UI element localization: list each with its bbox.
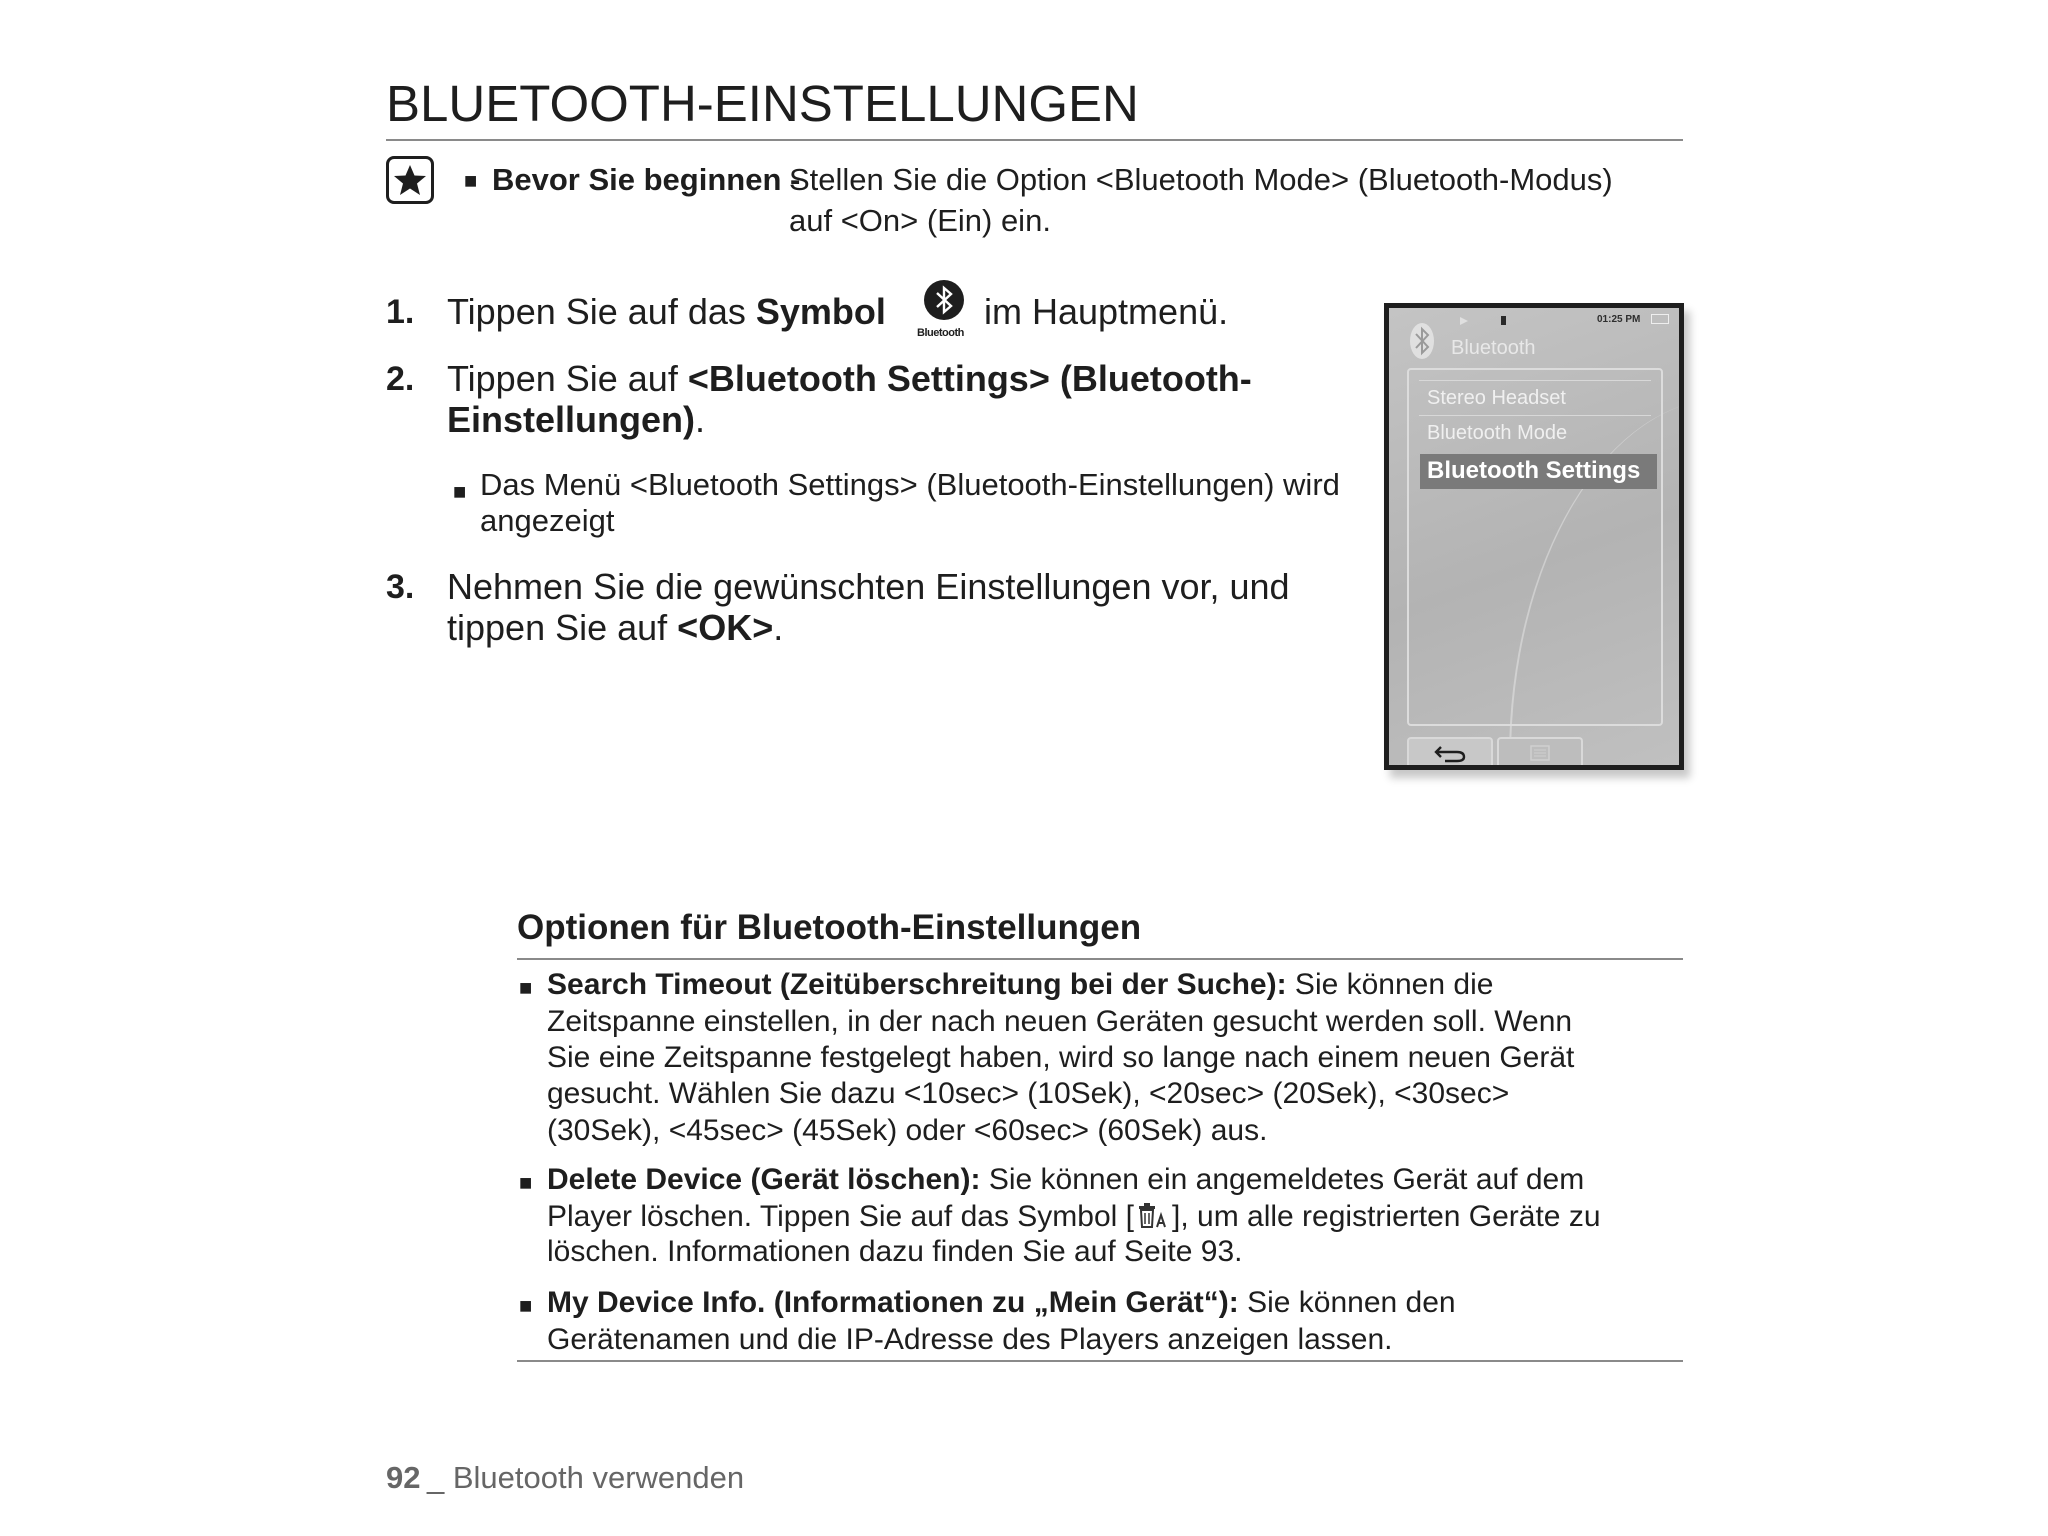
step-text: Nehmen Sie die gewünschten Einstellungen vor, und	[447, 566, 1290, 607]
menu-item-bluetooth-settings[interactable]: Bluetooth Settings	[1427, 457, 1641, 484]
option-description: ], um alle registrierten Geräte zu	[1172, 1200, 1601, 1233]
note-text: Stellen Sie die Option <Bluetooth Mode> (Bluetooth-Modus)	[789, 162, 1613, 197]
battery-icon	[1651, 314, 1669, 324]
device-menu-list	[1407, 368, 1663, 726]
option-device-info	[547, 1288, 1456, 1318]
sub-bullet: ■	[453, 479, 467, 504]
back-arrow-icon	[1433, 743, 1467, 763]
step-text: im Hauptmenü.	[984, 291, 1229, 332]
step-text-normal: .	[695, 399, 706, 440]
option-description: Sie können die	[1286, 968, 1494, 1001]
step-number: 1.	[386, 293, 415, 331]
option-term: Search Timeout (Zeitüberschreitung bei der Suche):	[547, 968, 1287, 1001]
menu-separator	[1419, 415, 1651, 416]
option-search-timeout	[547, 970, 1493, 1000]
menu-separator	[1419, 380, 1651, 381]
option-description: (30Sek), <45sec> (45Sek) oder <60sec> (60Sek) aus.	[547, 1114, 1268, 1147]
device-title: Bluetooth	[1451, 337, 1536, 359]
step-text-bold: <Bluetooth Settings> (Bluetooth-	[687, 358, 1252, 399]
option-bullet: ■	[519, 1170, 533, 1195]
device-screenshot	[1384, 303, 1684, 770]
step-text-normal: Tippen Sie auf	[447, 358, 688, 399]
footer-section-title: _ Bluetooth verwenden	[427, 1460, 745, 1495]
menu-item-bluetooth-mode[interactable]: Bluetooth Mode	[1427, 422, 1568, 444]
step-text	[447, 291, 886, 332]
option-description: Gerätenamen und die IP-Adresse des Players anzeigen lassen.	[547, 1323, 1393, 1356]
note-bullet: ■	[464, 168, 478, 193]
step-text-normal: Tippen Sie auf das	[447, 291, 756, 332]
bluetooth-icon-label: Bluetooth	[917, 327, 964, 339]
indicator-icon	[1501, 316, 1506, 325]
option-description	[547, 1201, 1601, 1235]
step-text-bold: Symbol	[755, 291, 886, 332]
step-text	[447, 399, 706, 440]
option-term: Delete Device (Gerät löschen):	[547, 1163, 981, 1196]
list-icon	[1530, 745, 1550, 761]
option-bullet: ■	[519, 1293, 533, 1318]
sub-text: Das Menü <Bluetooth Settings> (Bluetooth-Einstellungen) wird	[480, 467, 1340, 502]
options-divider	[517, 958, 1683, 960]
title-divider	[386, 139, 1683, 141]
note-text: auf <On> (Ein) ein.	[789, 203, 1051, 238]
option-description: Sie können ein angemeldetes Gerät auf dem	[980, 1163, 1585, 1196]
menu-item-stereo-headset[interactable]: Stereo Headset	[1427, 387, 1566, 409]
bluetooth-menu-icon	[917, 279, 967, 341]
device-clock: 01:25 PM	[1597, 314, 1641, 325]
option-description: Sie eine Zeitspanne festgelegt haben, wird so lange nach einem neuen Gerät	[547, 1041, 1575, 1074]
option-term: My Device Info. (Informationen zu „Mein Gerät“):	[547, 1286, 1239, 1319]
back-button[interactable]	[1407, 737, 1493, 767]
option-description: Sie können den	[1238, 1286, 1456, 1319]
option-delete-device	[547, 1165, 1584, 1195]
step-number: 2.	[386, 360, 415, 398]
delete-all-icon	[1136, 1201, 1170, 1235]
step-text-bold: Einstellungen)	[447, 399, 696, 440]
step-text	[447, 607, 784, 648]
page-title: BLUETOOTH-EINSTELLUNGEN	[386, 75, 1139, 132]
step-text	[447, 358, 1252, 399]
step-text-bold: <OK>	[677, 607, 774, 648]
star-note-icon	[386, 156, 434, 204]
sub-text: angezeigt	[480, 503, 615, 538]
option-description: Player löschen. Tippen Sie auf das Symbol [	[547, 1200, 1134, 1233]
step-text-normal: tippen Sie auf	[447, 607, 678, 648]
step-number: 3.	[386, 568, 415, 606]
options-title: Optionen für Bluetooth-Einstellungen	[517, 908, 1142, 947]
option-bullet: ■	[519, 975, 533, 1000]
option-description: löschen. Informationen dazu finden Sie auf Seite 93.	[547, 1235, 1243, 1268]
note-lead: Bevor Sie beginnen -	[492, 162, 801, 197]
option-description: Zeitspanne einstellen, in der nach neuen Geräten gesucht werden soll. Wenn	[547, 1005, 1573, 1038]
device-bottom-bar	[1389, 734, 1679, 770]
menu-button[interactable]	[1497, 737, 1583, 767]
device-bluetooth-icon	[1409, 321, 1435, 361]
play-icon	[1459, 316, 1469, 326]
options-bottom-divider	[517, 1360, 1683, 1362]
step-text-normal: .	[773, 607, 784, 648]
option-description: gesucht. Wählen Sie dazu <10sec> (10Sek), <20sec> (20Sek), <30sec>	[547, 1077, 1510, 1110]
page-number: 92	[386, 1460, 421, 1495]
